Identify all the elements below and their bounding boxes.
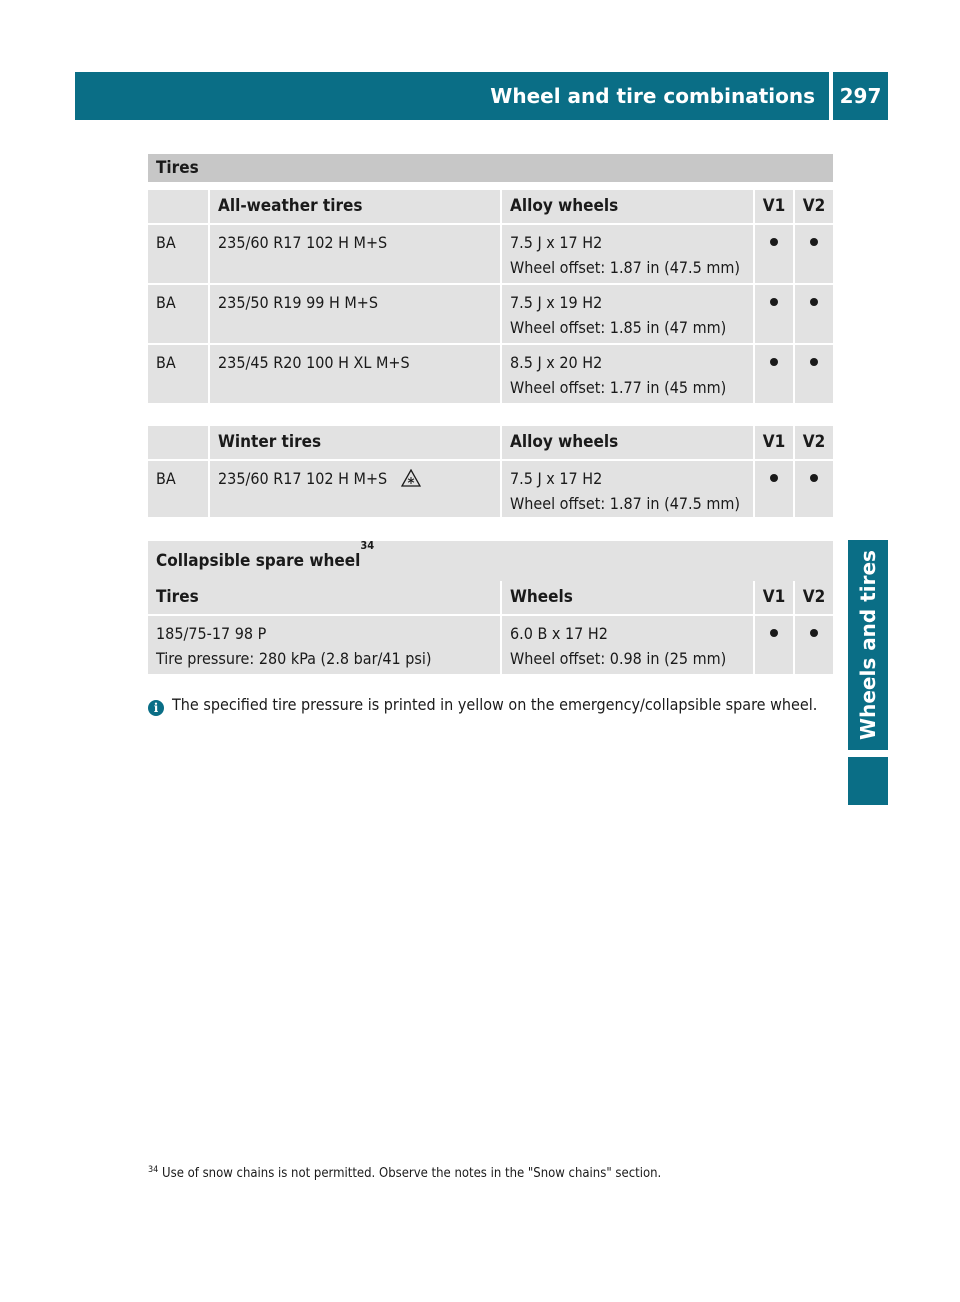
table-title [148,541,833,581]
column-header: All-weather tires [208,190,500,223]
bullet-icon [810,474,818,482]
bullet-icon [770,358,778,366]
column-header: Winter tires [208,426,500,459]
wheel-size: 7.5 J x 17 H2 [510,233,603,252]
column-header: Alloy wheels [500,426,753,459]
column-header: V2 [793,426,833,459]
tire-cell [148,614,500,674]
column-header: Alloy wheels [500,190,753,223]
column-header: V2 [793,190,833,223]
column-header: V1 [753,581,793,614]
v2-cell [793,614,833,674]
info-icon: i [148,700,164,716]
code-cell: BA [148,459,208,517]
wheel-cell [500,614,753,674]
v2-cell [793,223,833,283]
code-cell: BA [148,343,208,403]
wheel-cell [500,283,753,343]
v1-cell [753,283,793,343]
v1-cell [753,343,793,403]
footnote-marker: 34 [148,1165,159,1175]
footnote-ref: 34 [360,539,375,552]
wheel-offset: Wheel offset: 0.98 in (25 mm) [510,649,727,668]
table-row [148,223,833,283]
column-header: Tires [148,581,500,614]
tire-cell [208,459,500,517]
wheel-size: 8.5 J x 20 H2 [510,353,603,372]
tire-cell: 235/45 R20 100 H XL M+S [208,343,500,403]
wheel-offset: Wheel offset: 1.87 in (47.5 mm) [510,258,740,277]
wheel-cell [500,343,753,403]
tire-pressure: Tire pressure: 280 kPa (2.8 bar/41 psi) [156,649,432,668]
bullet-icon [810,358,818,366]
page-number: 297 [839,84,882,108]
winter-tires-table [148,426,833,517]
side-tab-label: Wheels and tires [856,550,880,740]
bullet-icon [770,298,778,306]
column-header: V1 [753,190,793,223]
wheel-cell [500,223,753,283]
side-tab-label-wrap [848,540,888,750]
bullet-icon [810,298,818,306]
spare-wheel-table [148,541,833,674]
column-header: V2 [793,581,833,614]
bullet-icon [770,238,778,246]
snowflake-mountain-icon [401,469,421,487]
bullet-icon [770,629,778,637]
wheel-size: 7.5 J x 17 H2 [510,469,603,488]
all-weather-tires-table [148,154,833,403]
column-header: V1 [753,426,793,459]
table-header-row [148,426,833,459]
table-title-text: Collapsible spare wheel [156,551,361,571]
tire-spec: 235/60 R17 102 H M+S [218,469,388,488]
tire-cell: 235/50 R19 99 H M+S [208,283,500,343]
wheel-cell [500,459,753,517]
column-header [148,190,208,223]
tire-cell: 235/60 R17 102 H M+S [208,223,500,283]
code-cell: BA [148,223,208,283]
v2-cell [793,283,833,343]
v1-cell [753,614,793,674]
table-header-row [148,190,833,223]
column-header: Wheels [500,581,753,614]
wheel-offset: Wheel offset: 1.87 in (47.5 mm) [510,494,740,513]
table-title: Tires [148,154,833,182]
side-tab-square [848,757,888,805]
v1-cell [753,223,793,283]
table-row [148,614,833,674]
wheel-offset: Wheel offset: 1.77 in (45 mm) [510,378,727,397]
bullet-icon [770,474,778,482]
table-row [148,343,833,403]
footnote [148,1165,661,1183]
table-row [148,459,833,517]
v2-cell [793,343,833,403]
page-title: Wheel and tire combinations [490,84,815,108]
code-cell: BA [148,283,208,343]
table-row [148,283,833,343]
v1-cell [753,459,793,517]
info-note-text: The specified tire pressure is printed in yellow on the emergency/collapsible spare wheel. [172,695,818,714]
v2-cell [793,459,833,517]
footnote-text: Use of snow chains is not permitted. Observe the notes in the "Snow chains" section. [162,1166,662,1181]
wheel-offset: Wheel offset: 1.85 in (47 mm) [510,318,727,337]
bullet-icon [810,238,818,246]
bullet-icon [810,629,818,637]
tire-spec: 185/75-17 98 P [156,624,267,643]
wheel-size: 6.0 B x 17 H2 [510,624,608,643]
info-note [148,693,838,717]
wheel-size: 7.5 J x 19 H2 [510,293,603,312]
column-header [148,426,208,459]
table-header-row [148,581,833,614]
